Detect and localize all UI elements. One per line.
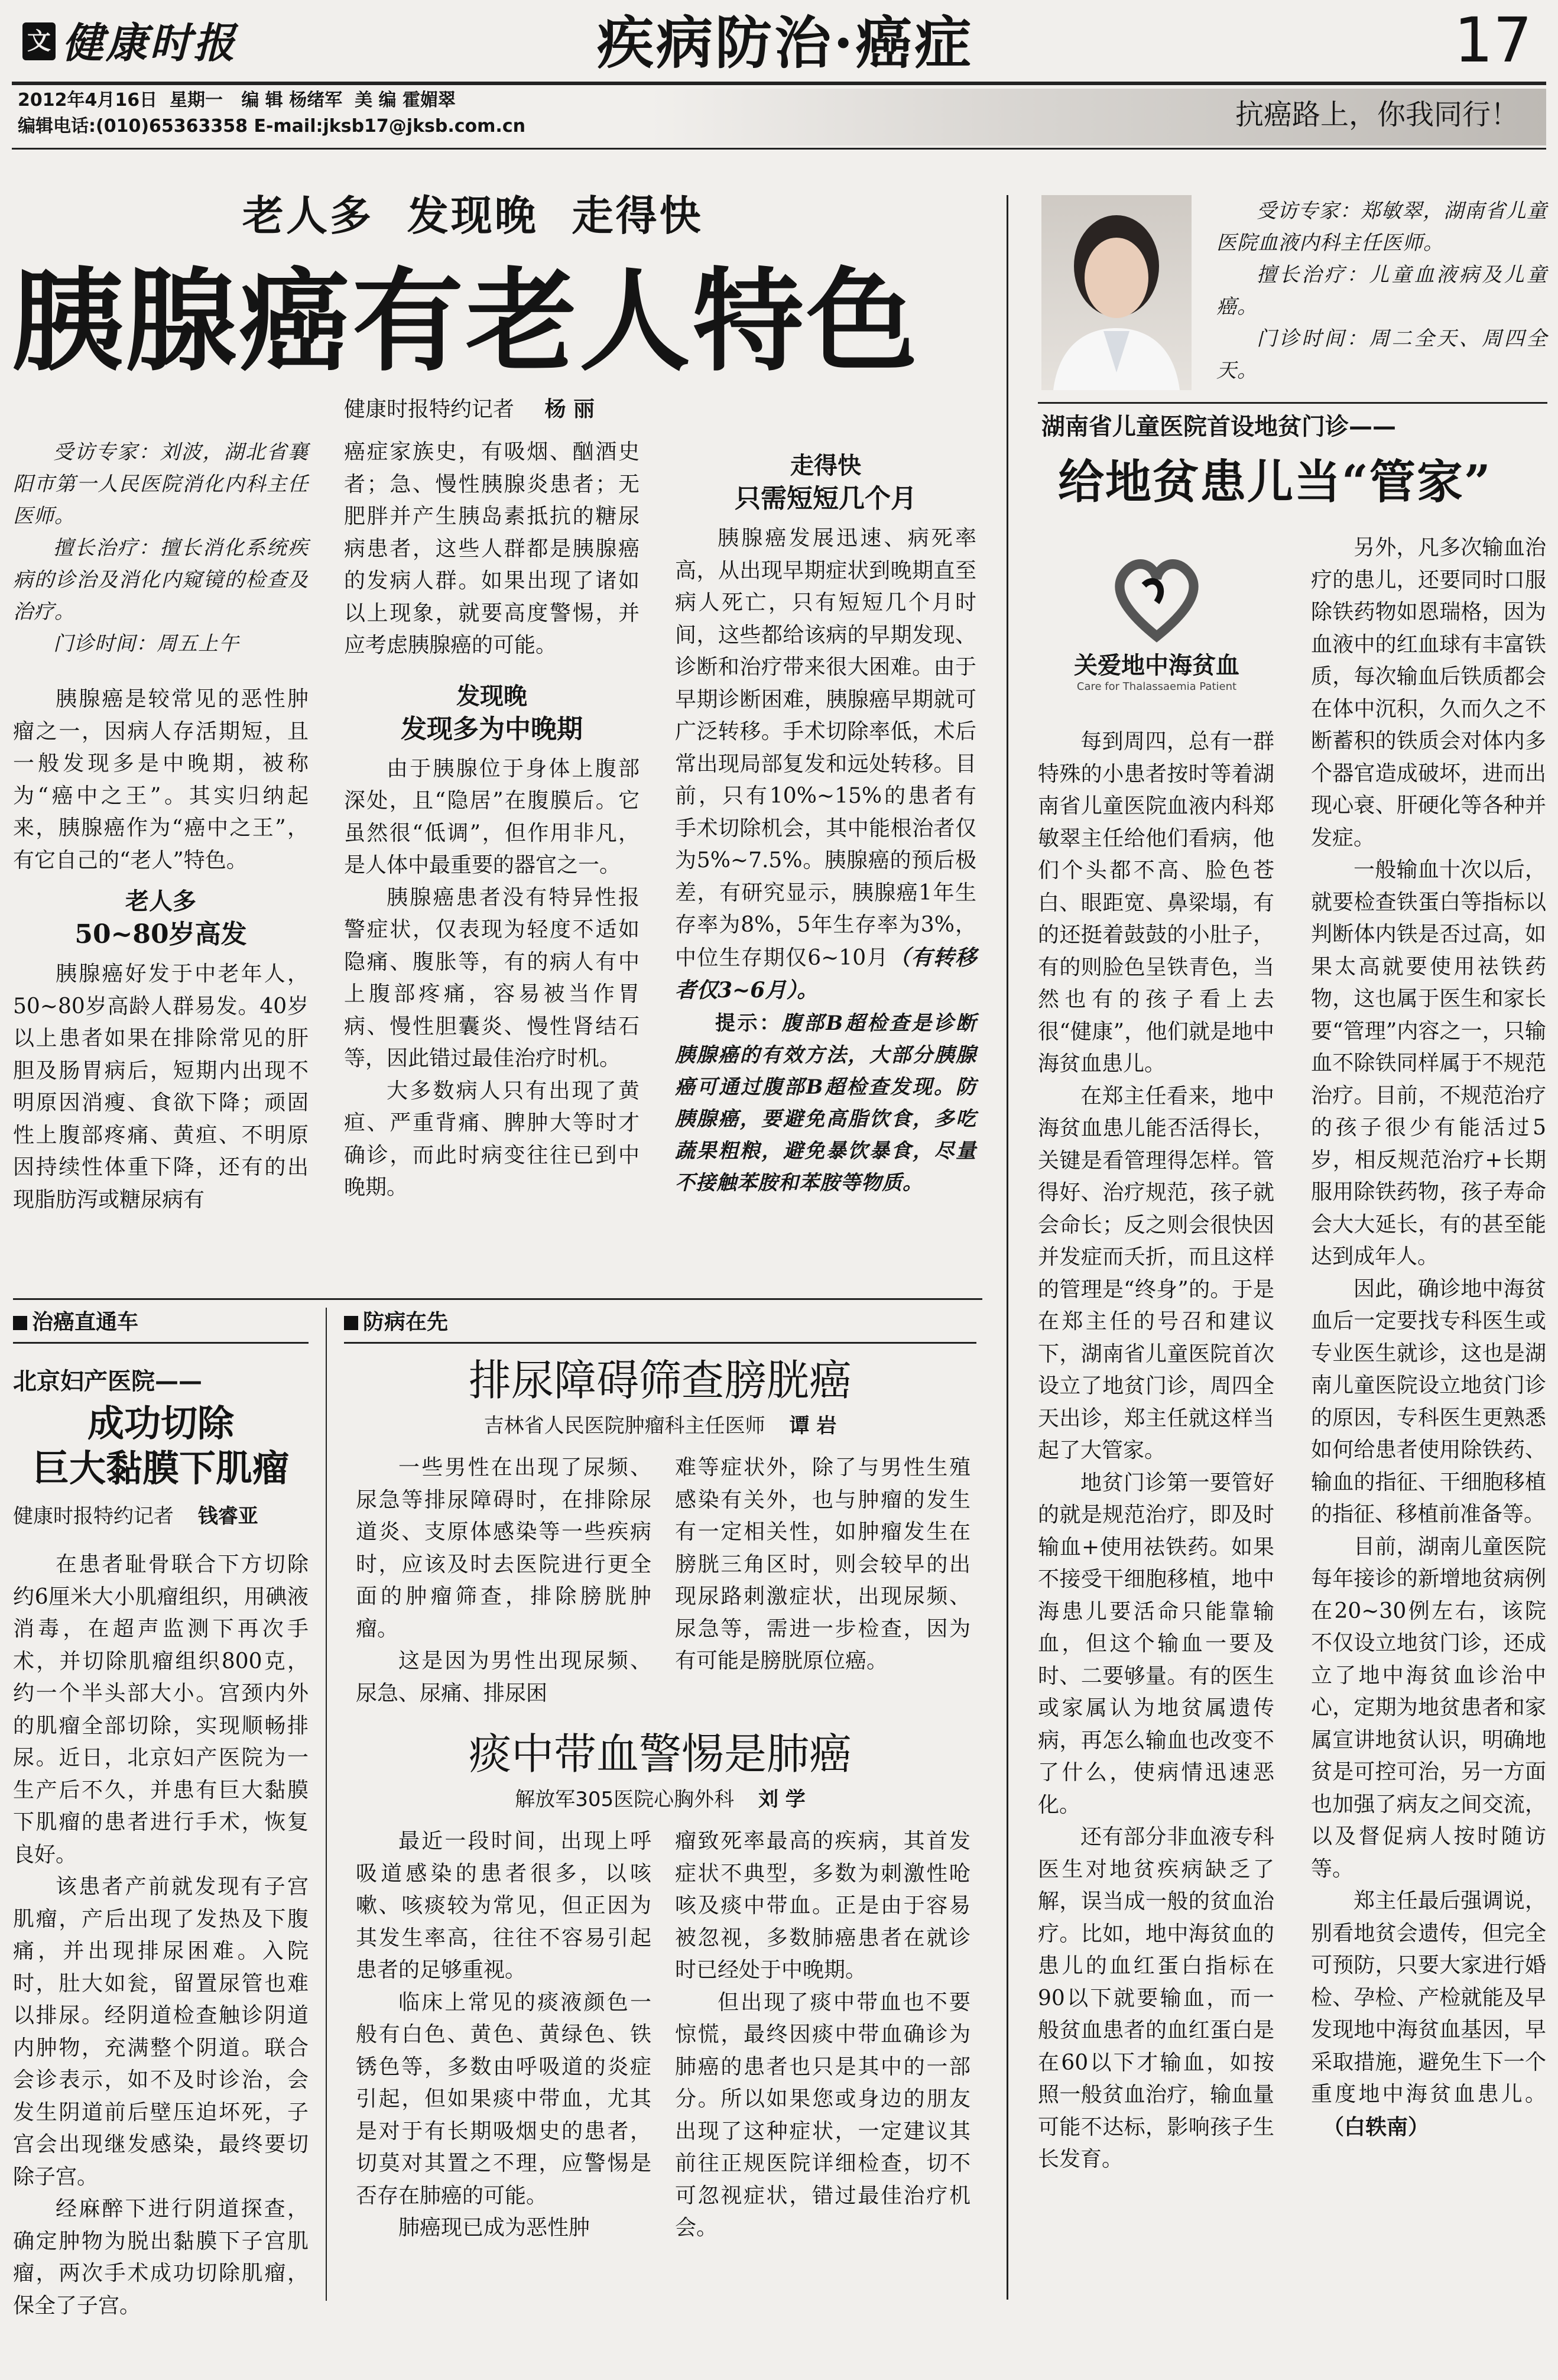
section-label: 治癌直通车: [13, 1308, 138, 1337]
article1-byline-name: 谭 岩: [789, 1414, 837, 1438]
article2-headline: 痰中带血警惕是肺癌: [468, 1729, 852, 1779]
vertical-divider: [1007, 195, 1008, 2300]
lead-subheading-line1: 老人多: [125, 887, 196, 915]
page-number: 17: [1454, 4, 1533, 76]
logo-mark-icon: 文: [22, 22, 56, 60]
lead-subheading-line1: 发现晚: [456, 682, 527, 710]
article2-paragraph: 但出现了痰中带血也不要惊慌，最终因痰中带血确诊为肺癌的患者也只是其中的一部分。所以如果您或身边的朋友出现了这种症状，一定建议其前往正规医院详细检查，切不可忽视症状，错过最佳治疗机会。: [675, 1990, 970, 2240]
lead-byline: [344, 395, 595, 424]
lead-byline-name: 杨 丽: [544, 397, 595, 421]
article1-paragraph: 这是因为男性出现尿频、尿急、尿痛、排尿困: [356, 1649, 651, 1705]
article2-paragraph: 临床上常见的痰液颜色一般有白色、黄色、黄绿色、铁锈色等，多数由呼吸道的炎症引起，但如果痰中带血，尤其是对于有长期吸烟史的患者，切莫对其置之不理，应警惕是否存在肺癌的可能。: [356, 1990, 651, 2208]
article2-paragraph: 最近一段时间，出现上呼吸道感染的患者很多，以咳嗽、咳痰较为常见，但正因为其发生率高，往往不容易引起患者的足够重视。: [356, 1829, 651, 1982]
left-bottom-headline-line1: 成功切除: [87, 1402, 234, 1445]
left-bottom-headline: [13, 1401, 309, 1491]
lead-subheading-line1: 走得快: [790, 452, 861, 479]
right-paragraph: [1311, 1885, 1546, 2144]
lead-paragraph: 胰腺癌是较常见的恶性肿瘤之一，因病人存活期短，且一般发现多是中晚期，被称为“癌中之王”。其实归纳起来，胰腺癌作为“癌中之王”，有它自己的“老人”特色。: [13, 687, 309, 873]
lead-byline-label: 健康时报特约记者: [344, 397, 515, 421]
lead-paragraph-note: （有转移者仅3~6月）。: [675, 945, 976, 1003]
article1-col-b: [675, 1452, 970, 1688]
heart-ribbon-icon: [1103, 543, 1210, 649]
lead-paragraph: [675, 523, 976, 1007]
contact-line: 编辑电话:(010)65363358 E-mail:jksb17@jksb.com.cn: [18, 116, 525, 137]
lead-expert-box: [13, 436, 309, 660]
right-expert-box: [1216, 195, 1547, 396]
lead-subheading-line2: 发现多为中晚期: [401, 714, 583, 744]
article1-col-a: [356, 1452, 651, 1705]
lead-paragraph: 胰腺癌好发于中老年人，50~80岁高龄人群易发。40岁以上患者如果在排除常见的肝胆及肠胃病后，短期内出现不明原因消瘦、食欲下降；顽固性上腹部疼痛、黄疸、不明原因持续性体重下降，还有的出现脂肪泻或糖尿病有: [13, 962, 309, 1212]
right-paragraph: 每到周四，总有一群特殊的小患者按时等着湖南省儿童医院血液内科郑敏翠主任给他们看病，他们个头都不高、脸色苍白、眼距宽、鼻梁塌，有的还挺着鼓鼓的小肚子，有的则脸色呈铁青色，当然也有的孩子看上去很“健康”，他们就是地中海贫血患儿。: [1038, 729, 1274, 1076]
lead-tip: [675, 1007, 976, 1199]
lead-tip-text: 腹部B超检查是诊断胰腺癌的有效方法，大部分胰腺癌可通过腹部B超检查发现。防胰腺癌，要避免高脂饮食，多吃蔬果粗粮，避免暴饮暴食，尽量不接触苯胺和苯胺等物质。: [675, 1011, 976, 1195]
right-kicker: 湖南省儿童医院首设地贫门诊——: [1041, 413, 1396, 440]
left-bottom-body: [13, 1549, 309, 2318]
section-title: 疾病防治·癌症: [597, 9, 974, 76]
author-sign: （白轶南）: [1323, 2114, 1430, 2139]
lead-subheading-line2: 只需短短几个月: [735, 484, 917, 514]
right-paragraph-text: 郑主任最后强调说，别看地贫会遗传，但完全可预防，只要大家进行婚检、孕检、产检就能及早发现地中海贫血基因，早采取措施，避免生下一个重度地中海贫血患儿。: [1311, 1889, 1546, 2106]
article2-paragraph: 瘤致死率最高的疾病，其首发症状不典型，多数为刺激性呛咳及痰中带血。正是由于容易被忽视，多数肺癌患者在就诊时已经处于中晚期。: [675, 1829, 970, 1982]
right-col-b: [1311, 532, 1546, 2300]
right-paragraph: 一般输血十次以后，就要检查铁蛋白等指标以判断体内铁是否过高，如果太高就要使用祛铁药物，这也属于医生和家长要“管理”内容之一，只输血不除铁同样属于不规范治疗。目前，不规范治疗的孩子很少有能活过5岁，相反规范治疗+长期服用除铁药物，孩子寿命会大大延长，有的甚至能达到成年人。: [1311, 858, 1546, 1269]
lead-expert-profile: 受访专家：刘波，湖北省襄阳市第一人民医院消化内科主任医师。: [13, 440, 309, 528]
article2-byline: [344, 1785, 976, 1814]
article1-byline: [344, 1412, 976, 1440]
slogan: 抗癌路上，你我同行！: [1235, 98, 1520, 131]
left-bottom-paragraph: 该患者产前就发现有子宫肌瘤，产后出现了发热及下腹痛，并出现排尿困难。入院时，肚大如瓮，留置尿管也难以排尿。经阴道检查触诊阴道内肿物，充满整个阴道。联合会诊表示，如不及时诊治，会发生阴道前后壁压迫坏死，子宫会出现继发感染，最终要切除子宫。: [13, 1875, 309, 2189]
left-bottom-byline: [13, 1502, 258, 1531]
thalassaemia-care-logo: [1041, 543, 1272, 720]
right-paragraph: 另外，凡多次输血治疗的患儿，还要同时口服除铁药物如恩瑞格，因为血液中的红血球有丰富铁质，每次输血后铁质都会在体中沉积，久而久之不断蓄积的铁质会对体内多个器官造成破坏，进而出现心衰、肝硬化等各种并发症。: [1311, 536, 1546, 850]
right-expert-hours: 门诊时间：周二全天、周四全天。: [1216, 327, 1547, 382]
expert-photo: [1041, 195, 1192, 390]
lead-expert-hours: 门诊时间：周五上午: [53, 632, 239, 656]
lead-paragraph: 癌症家族史，有吸烟、酗酒史者；急、慢性胰腺炎患者；无肥胖并产生胰岛素抵抗的糖尿病患者，这些人群都是胰腺癌的发病人群。如果出现了诸如以上现象，就要高度警惕，并应考虑胰腺癌的可能。: [344, 440, 640, 657]
lead-paragraph-main: 胰腺癌发展迅速、病死率高，从出现早期症状到晚期直至病人死亡，只有短短几个月时间，这些都给该病的早期发现、诊断和治疗带来很大困难。由于早期诊断困难，胰腺癌早期就可广泛转移。手术切除率低，术后常出现局部复发和远处转移。目前，只有10%~15%的患者有手术切除机会，其中能根治者仅为5%~7.5%。胰腺癌的预后极差，有研究显示，胰腺癌1年生存率为8%，5年生存率为3%，中位生存期仅6~10月: [675, 526, 976, 970]
lead-col-1: [13, 436, 309, 1288]
right-paragraph: 因此，确诊地中海贫血后一定要找专科医生或专业医生就诊，这也是湖南儿童医院设立地贫门诊的原因，专科医生更熟悉如何给患者使用除铁药、输血的指征、干细胞移植的指征、移植前准备等。: [1311, 1276, 1546, 1526]
lead-col-2: [344, 436, 640, 1288]
right-expert-specialty: 擅长治疗：儿童血液病及儿童癌。: [1216, 263, 1547, 319]
section-label: 防病在先: [344, 1308, 448, 1337]
lead-subheading: [675, 449, 976, 515]
lead-subheading: [344, 680, 640, 746]
lead-paragraph: 由于胰腺位于身体上腹部深处，且“隐居”在腹膜后。它虽然很“低调”，但作用非凡，是人体中最重要的器官之一。: [344, 756, 640, 877]
lead-col-3: [675, 436, 976, 1288]
left-bottom-byline-label: 健康时报特约记者: [13, 1504, 174, 1528]
article2-byline-name: 刘 学: [758, 1788, 806, 1811]
article2-byline-label: 解放军305医院心胸外科: [515, 1788, 735, 1811]
article1-headline: 排尿障碍筛查膀胱癌: [468, 1356, 852, 1405]
logo-subtitle: Care for Thalassaemia Patient: [1076, 680, 1237, 693]
right-paragraph: 还有部分非血液专科医生对地贫疾病缺乏了解，误当成一般的贫血治疗。比如，地中海贫血的患儿的血红蛋白指标在90以下就要输血，而一般贫血患者的血红蛋白是在60以下才输血，如按照一般贫血治疗，输血量可能不达标，影响孩子生长发育。: [1038, 1825, 1274, 2171]
newspaper-logo: [22, 18, 238, 70]
article1-byline-label: 吉林省人民医院肿瘤科主任医师: [483, 1414, 765, 1438]
lead-paragraph: 胰腺癌患者没有特异性报警症状，仅表现为轻度不适如隐痛、腹胀等，有的病人有中上腹部疼痛，容易被当作胃病、慢性胆囊炎、慢性肾结石等，因此错过最佳治疗时机。: [344, 885, 640, 1071]
lead-expert-specialty: 擅长治疗：擅长消化系统疾病的诊治及消化内窥镜的检查及治疗。: [13, 536, 309, 624]
lead-paragraph: 大多数病人只有出现了黄疸、严重背痛、脾肿大等时才确诊，而此时病变往往已到中晚期。: [344, 1078, 640, 1199]
lead-headline: 胰腺癌有老人特色: [12, 257, 920, 387]
left-bottom-byline-name: 钱睿亚: [197, 1504, 258, 1528]
lead-subheading: [13, 885, 309, 951]
left-bottom-kicker: 北京妇产医院——: [13, 1368, 202, 1395]
date-line: 2012年4月16日 星期一 编 辑 杨绪军 美 编 霍媚翠: [18, 90, 456, 111]
right-paragraph: 目前，湖南儿童医院每年接诊的新增地贫病例在20~30例左右，该院不仅设立地贫门诊，还成立了地中海贫血诊治中心，定期为地贫患者和家属宣讲地贫认识，明确地贫是可控可治，另一方面也加强了病友之间交流，以及督促病人按时随访等。: [1311, 1534, 1546, 1881]
logo-title: 关爱地中海贫血: [1074, 652, 1239, 679]
article2-col-b: [675, 1825, 970, 2298]
left-bottom-paragraph: 经麻醉下进行阴道探查，确定肿物为脱出黏膜下子宫肌瘤，两次手术成功切除肌瘤，保全了子宫。: [13, 2197, 309, 2318]
right-headline: 给地贫患儿当“管家”: [1058, 455, 1492, 509]
right-col-a: [1038, 726, 1274, 2293]
article1-paragraph: 难等症状外，除了与男性生殖感染有关外，也与肿瘤的发生有一定相关性，如肿瘤发生在膀胱三角区时，则会较早的出现尿路刺激症状，出现尿频、尿急等，需进一步检查，因为有可能是膀胱原位癌。: [675, 1455, 970, 1673]
lead-kicker: 老人多 发现晚 走得快: [242, 191, 703, 240]
left-bottom-headline-line2: 巨大黏膜下肌瘤: [32, 1447, 289, 1490]
bottom-vertical-divider: [326, 1308, 327, 2301]
doctor-portrait-icon: [1041, 195, 1192, 390]
article2-col-a: [356, 1825, 651, 2298]
right-paragraph: 在郑主任看来，地中海贫血患儿能否活得长，关键是看管理得怎样。管得好、治疗规范，孩子就会命长；反之则会很快因并发症而夭折，而且这样的管理是“终身”的。于是在郑主任的号召和建议下，湖南省儿童医院首次设立了地贫门诊，周四全天出诊，郑主任就这样当起了大管家。: [1038, 1084, 1274, 1463]
lead-tip-label: 提示：: [715, 1011, 782, 1035]
right-paragraph: 地贫门诊第一要管好的就是规范治疗，即及时输血+使用祛铁药。如果不接受干细胞移植，地中海患儿要活命只能靠输血，但这个输血一要及时、二要够量。有的医生或家属认为地贫属遗传病，再怎么输血也改变不了什么，使病情迅速恶化。: [1038, 1470, 1274, 1817]
left-bottom-paragraph: 在患者耻骨联合下方切除约6厘米大小肌瘤组织，用碘液消毒，在超声监测下再次手术，并切除肌瘤组织800克，约一个半头部大小。宫颈内外的肌瘤全部切除，实现顺畅排尿。近日，北京妇产医院为一生产后不久，并患有巨大黏膜下肌瘤的患者进行手术，恢复良好。: [13, 1552, 309, 1867]
article1-paragraph: 一些男性在出现了尿频、尿急等排尿障碍时，在排除尿道炎、支原体感染等一些疾病时，应该及时去医院进行更全面的肿瘤筛查，排除膀胱肿瘤。: [356, 1455, 651, 1641]
right-expert-profile: 受访专家：郑敏翠，湖南省儿童医院血液内科主任医师。: [1216, 199, 1547, 255]
logo-text: 健康时报: [62, 18, 238, 67]
article2-paragraph: 肺癌现已成为恶性肿: [398, 2216, 590, 2240]
lead-subheading-line2: 50~80岁高发: [74, 919, 247, 949]
